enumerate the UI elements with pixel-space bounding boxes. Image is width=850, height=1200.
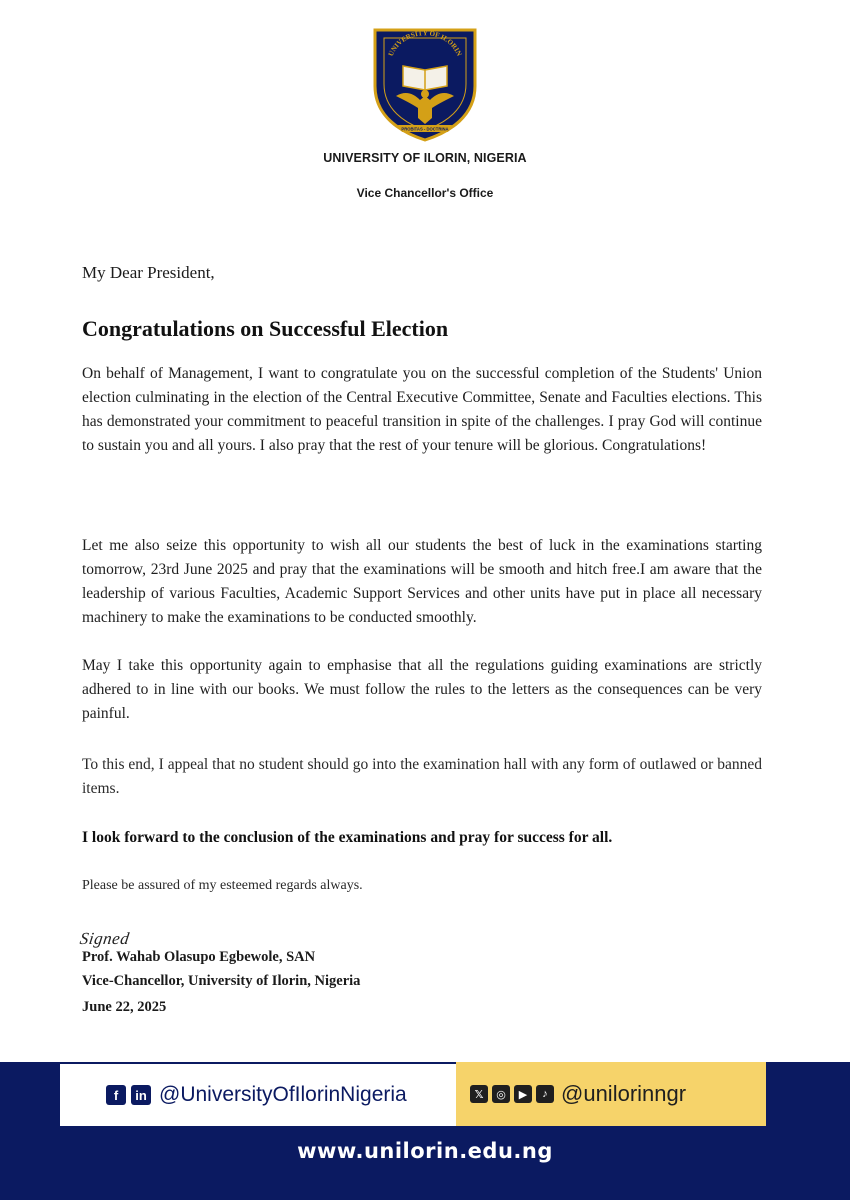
paragraph-conclusion: I look forward to the conclusion of the examinations and pray for success for all.	[82, 829, 613, 846]
organization-name: UNIVERSITY OF ILORIN, NIGERIA	[323, 151, 527, 165]
linkedin-icon[interactable]: in	[131, 1085, 151, 1105]
signed-mark: Signed	[78, 929, 131, 948]
university-crest-logo	[370, 24, 480, 142]
instagram-icon[interactable]: ◎	[492, 1085, 510, 1103]
letter-date: June 22, 2025	[82, 999, 167, 1015]
paragraph-regards: Please be assured of my esteemed regards always.	[82, 878, 363, 893]
signatory-title: Vice-Chancellor, University of Ilorin, Nigeria	[82, 973, 361, 989]
tiktok-icon[interactable]: ♪	[536, 1085, 554, 1103]
paragraph-examinations: Let me also seize this opportunity to wish all our students the best of luck in the examinations starting tomorrow, 23rd June 2025 and pray that the examinations will be smooth and hitch free.I am aware that the leadership of various Faculties, Academic Support Services and other units have put in place all necessary machinery to make the examinations to be conducted smoothly.	[82, 537, 762, 626]
website-link[interactable]: www.unilorin.edu.ng	[297, 1139, 553, 1163]
other-socials-strip	[456, 1062, 766, 1126]
letter-subject: Congratulations on Successful Election	[82, 316, 449, 341]
crest-shield-icon	[370, 24, 480, 142]
salutation: My Dear President,	[82, 263, 215, 282]
paragraph-regulations: May I take this opportunity again to emphasise that all the regulations guiding examinations are strictly adhered to in line with our books. We must follow the rules to the letters as the consequences can be very painful.	[82, 657, 762, 722]
facebook-handle[interactable]: @UniversityOfIlorinNigeria	[159, 1083, 407, 1106]
crest-motto: PROBITAS - DOCTRINA	[401, 126, 449, 132]
paragraph-banned-items: To this end, I appeal that no student should go into the examination hall with any form of outlawed or banned items.	[82, 756, 762, 797]
crest-arc-text: UNIVERSITY OF ILORIN	[386, 29, 464, 58]
signatory-name: Prof. Wahab Olasupo Egbewole, SAN	[82, 949, 316, 965]
youtube-icon[interactable]: ▶	[514, 1085, 532, 1103]
social-handle[interactable]: @unilorinngr	[561, 1081, 687, 1106]
office-name: Vice Chancellor's Office	[356, 186, 494, 200]
x-icon[interactable]: 𝕏	[470, 1085, 488, 1103]
paragraph-congratulations: On behalf of Management, I want to congratulate you on the successful completion of the Students' Union election culminating in the election of the Central Executive Committee, Senate and Faculties elections. This has demonstrated your commitment to peaceful transition in spite of the challenges. I pray God will continue to sustain you and all yours. I also pray that the rest of your tenure will be glorious. Congratulations!	[82, 365, 762, 454]
facebook-icon[interactable]: f	[106, 1085, 126, 1105]
facebook-linkedin-strip	[60, 1064, 456, 1126]
